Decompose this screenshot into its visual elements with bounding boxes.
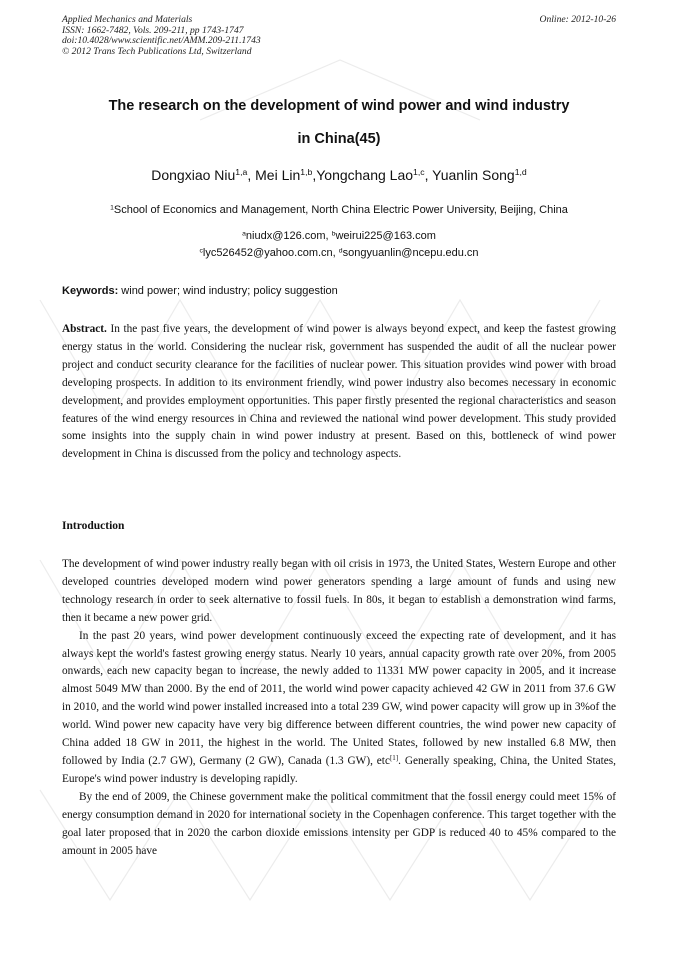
title-line-1: The research on the development of wind power and wind industry [108,98,570,114]
paragraph [62,628,616,789]
paragraph-text: In the past 20 years, wind power development continuously exceed the expecting rate of development, and it has always kept the world's fastest growing energy status. Nearly 10 years, annual capacity growth rate over 20%, from 2005 onwards, each new capacity began to increase, the newly added to 11331 MW power capacity in 2005, and it increase almost 5049 MW than 2000. By the end of 2011, the world wind power capacity achieved 42 GW in 2011 from 37.6 GW in 2010, and the world wind power installed increased into a total 239 GW, wind power capacity will grow up in 3%of the world. Wind power new capacity have very big difference between different countries, the wind power new capacity of China added 18 GW in 2011, the highest in the world. The United States, followed by new installed 6.8 MW, then followed by India (2.7 GW), Germany (2 GW), Canada (1.3 GW), etc [62,629,616,767]
author-separator: , [247,167,256,183]
issn-line: ISSN: 1662-7482, Vols. 209-211, pp 1743-1747 [62,24,244,36]
email-sup: d [338,247,343,255]
author-separator: , [424,167,433,183]
author-separator: , [312,167,317,183]
email-sup: a [242,230,246,238]
email-sup: b [331,230,336,238]
paper-title [62,90,616,156]
email-line-1 [62,228,616,245]
email-address: niudx@126.com, [245,230,332,242]
email-address: weirui225@163.com [335,230,436,242]
title-line-2: in China(45) [297,131,381,147]
abstract-text: In the past five years, the development of wind power is always beyond expect, and keep the fastest growing energy status in the world. Considering the nuclear risk, government has suspended the audit of all the nuclear power project and conduct security clearance for the facilities of nuclear power. This situation provides wind power with broad developing prospects. In addition to its environment friendly, wind power industry also becomes necessary in economic development, and provides employment opportunities. This paper firstly presented the regional characteristics and season features of the wind energy resources in China and reviewed the national wind power development. This study provided some insights into the supply chain in wind power industry at present. Based on this, bottleneck of wind power development in China is discussed from the policy and technology aspects. [62,323,616,461]
keywords [62,284,616,299]
paragraph: By the end of 2009, the Chinese government make the political commitment that the fossil energy could meet 15% of energy consumption demand in 2020 for international society in the Copenhagen conference. This target together with the goal later proposed that in 2020 the carbon dioxide emissions intensity per GDP is reduced 40 to 45% compared to the amount in 2005 have [62,790,616,857]
author-affil-sup: 1,b [300,167,313,178]
copyright-line: © 2012 Trans Tech Publications Ltd, Switzerland [62,45,252,57]
paragraph: The development of wind power industry really began with oil crisis in 1973, the United States, Western Europe and other developed countries developed modern wind power generators spending a large amount of funds and using new technology research in order to seek alternative to fossil fuels. In 80s, it began to establish a demonstration wind farms, then it became a new power grid. [62,558,616,624]
section-heading-introduction: Introduction [62,520,125,532]
citation-ref: [1] [389,754,399,763]
abstract-label: Abstract. [62,323,107,335]
email-line-2 [62,245,616,262]
journal-name: Applied Mechanics and Materials [62,14,193,25]
abstract [62,321,616,464]
author-affil-sup: 1,d [514,167,527,178]
email-list [62,228,616,262]
keywords-label: Keywords: [62,285,119,297]
introduction-body [62,556,616,860]
author-list [62,165,616,185]
author-name: Dongxiao Niu [151,167,236,183]
email-address: lyc526452@yahoo.com.cn, [202,247,339,259]
doi-line: doi:10.4028/www.scientific.net/AMM.209-211.1743 [62,35,261,47]
author-name: Mei Lin [255,167,301,183]
author-affil-sup: 1,a [235,167,248,178]
affiliation-text: School of Economics and Management, North China Electric Power University, Beijing, China [113,204,568,216]
affiliation [62,203,616,218]
author-name: Yongchang Lao [316,167,414,183]
email-sup: c [199,247,203,255]
author-name: Yuanlin Song [432,167,515,183]
paragraph-text: . Generally speaking, China, the United States, Europe's wind power industry is developing rapidly. [62,754,617,785]
online-date: Online: 2012-10-26 [539,14,616,25]
author-affil-sup: 1,c [413,167,425,178]
journal-header [62,15,616,57]
affiliation-sup: 1 [110,204,114,212]
keywords-text: wind power; wind industry; policy suggestion [118,285,338,297]
email-address: songyuanlin@ncepu.edu.cn [342,247,479,259]
